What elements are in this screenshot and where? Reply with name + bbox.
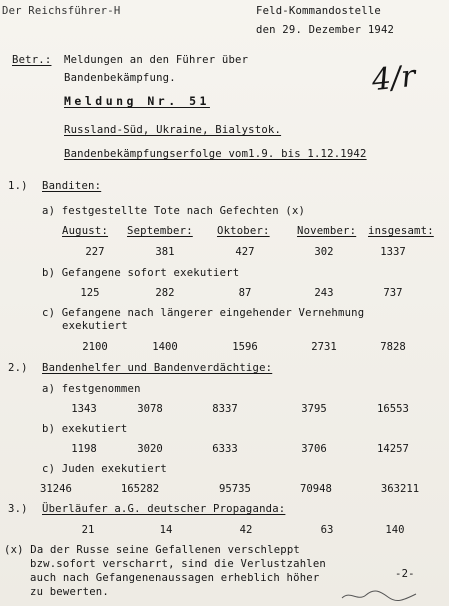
s1a-september: 381 xyxy=(155,246,175,258)
s2b-september: 3020 xyxy=(137,443,163,455)
section3-number: 3.) xyxy=(8,503,28,515)
s2a-september: 3078 xyxy=(137,403,163,415)
subject-line-1: Meldungen an den Führer über xyxy=(64,54,249,66)
footnote-line-2: bzw.sofort verscharrt, sind die Verlustzahlen xyxy=(30,558,327,570)
s2b-august: 1198 xyxy=(71,443,97,455)
column-august: August: xyxy=(62,225,109,237)
signature-scribble xyxy=(340,588,420,604)
s2c-september: 165282 xyxy=(120,483,160,495)
section2-c-label: c) Juden exekutiert xyxy=(42,463,167,475)
column-oktober: Oktober: xyxy=(217,225,270,237)
section3-title: Überläufer a.G. deutscher Propaganda: xyxy=(42,503,286,515)
section2-a-label: a) festgenommen xyxy=(42,383,141,395)
page-marker: -2- xyxy=(395,568,415,580)
s3-august: 21 xyxy=(81,524,95,536)
s2a-oktober: 8337 xyxy=(212,403,238,415)
s1a-insgesamt: 1337 xyxy=(380,246,406,258)
s1a-oktober: 427 xyxy=(235,246,255,258)
section1-c-label-1: c) Gefangene nach längerer eingehender Vernehmung xyxy=(42,307,365,319)
s2a-insgesamt: 16553 xyxy=(377,403,409,415)
s2c-oktober: 95735 xyxy=(219,483,251,495)
s1a-august: 227 xyxy=(85,246,105,258)
footnote-line-4: zu bewerten. xyxy=(30,586,109,598)
column-insgesamt: insgesamt: xyxy=(368,225,434,237)
date-line: den 29. Dezember 1942 xyxy=(256,24,395,36)
s2c-insgesamt: 363211 xyxy=(380,483,420,495)
section1-c-label-2: exekutiert xyxy=(62,320,128,332)
section1-a-label: a) festgestellte Tote nach Gefechten (x) xyxy=(42,205,306,217)
s3-november: 63 xyxy=(320,524,334,536)
s2a-november: 3795 xyxy=(301,403,327,415)
s1b-oktober: 87 xyxy=(238,287,252,299)
s1b-august: 125 xyxy=(80,287,100,299)
section1-number: 1.) xyxy=(8,180,28,192)
footnote-line-3: auch nach Gefangenenaussagen erheblich höher xyxy=(30,572,320,584)
subject-label: Betr.: xyxy=(12,54,52,66)
s1c-august: 2100 xyxy=(82,341,108,353)
section2-title: Bandenhelfer und Bandenverdächtige: xyxy=(42,362,273,374)
column-november: November: xyxy=(297,225,357,237)
s2c-november: 70948 xyxy=(300,483,332,495)
section2-number: 2.) xyxy=(8,362,28,374)
s1b-september: 282 xyxy=(155,287,175,299)
section2-b-label: b) exekutiert xyxy=(42,423,128,435)
place-line: Feld-Kommandostelle xyxy=(256,5,381,17)
s1c-oktober: 1596 xyxy=(232,341,258,353)
s1c-insgesamt: 7828 xyxy=(380,341,406,353)
sender-line: Der Reichsführer-H xyxy=(2,5,121,17)
s1c-november: 2731 xyxy=(311,341,337,353)
s3-insgesamt: 140 xyxy=(385,524,405,536)
column-september: September: xyxy=(127,225,193,237)
report-title: Meldung Nr. 51 xyxy=(64,94,210,108)
report-period: Bandenbekämpfungserfolge vom1.9. bis 1.12.1942 xyxy=(64,148,367,160)
s2c-august: 31246 xyxy=(40,483,72,495)
s1b-insgesamt: 737 xyxy=(383,287,403,299)
s2b-november: 3706 xyxy=(301,443,327,455)
s1c-september: 1400 xyxy=(152,341,178,353)
s2a-august: 1343 xyxy=(71,403,97,415)
s2b-insgesamt: 14257 xyxy=(377,443,409,455)
s1a-november: 302 xyxy=(314,246,334,258)
report-region: Russland-Süd, Ukraine, Bialystok. xyxy=(64,124,282,136)
s1b-november: 243 xyxy=(314,287,334,299)
s3-oktober: 42 xyxy=(239,524,253,536)
handwritten-mark: 4/r xyxy=(370,58,418,99)
section1-title: Banditen: xyxy=(42,180,102,192)
s3-september: 14 xyxy=(159,524,173,536)
section1-b-label: b) Gefangene sofort exekutiert xyxy=(42,267,240,279)
subject-line-2: Bandenbekämpfung. xyxy=(64,72,176,84)
footnote-line-1: (x) Da der Russe seine Gefallenen verschleppt xyxy=(4,544,301,556)
s2b-oktober: 6333 xyxy=(212,443,238,455)
